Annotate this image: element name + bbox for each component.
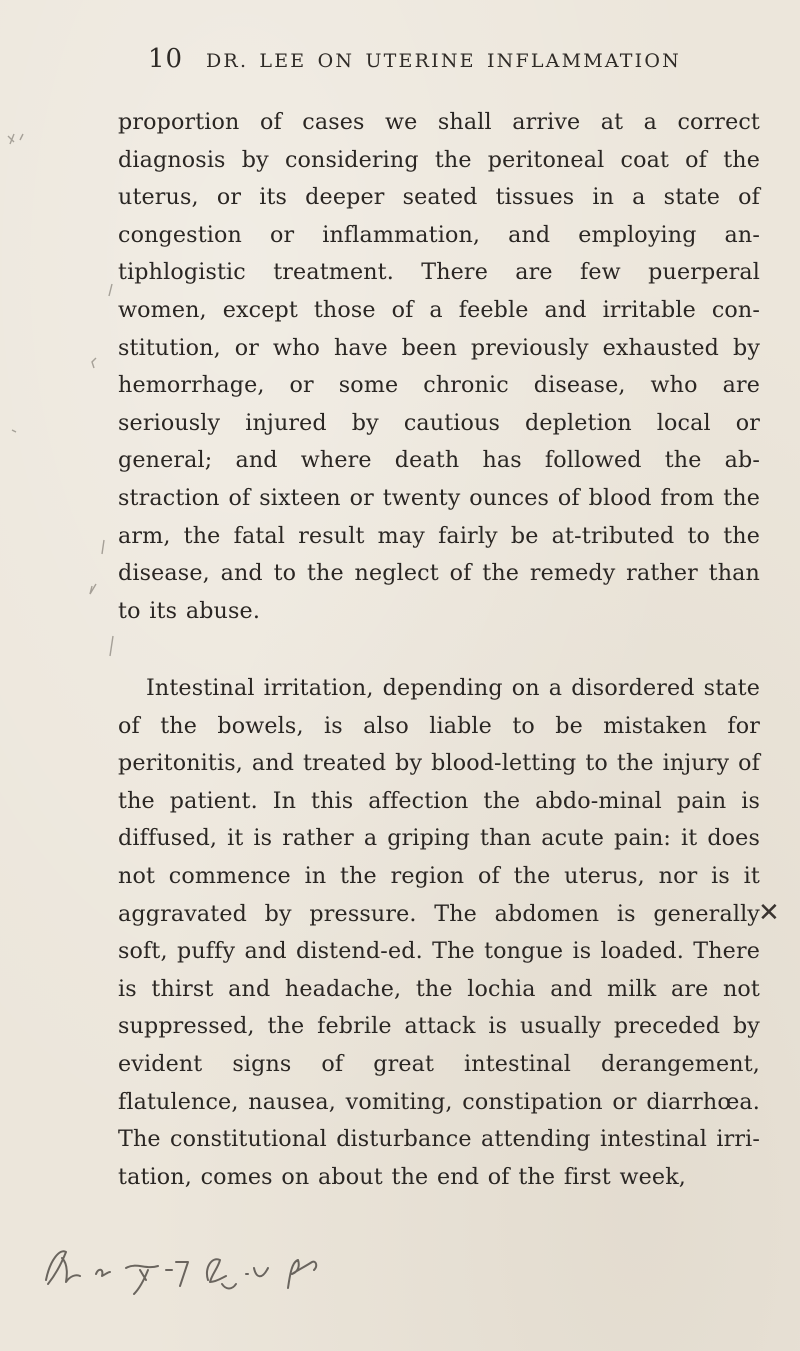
- running-title: DR. LEE ON UTERINE INFLAMMATION: [206, 50, 681, 72]
- paragraph-antiphlogistic-treatment: proportion of cases we shall arrive at a correct diagnosis by considering the peritoneal coat of the uterus, or its deeper seated tissues in a state of congestion or inflammation, and employing an-tiphlogistic treatment. There are few puerperal women, except those of a feeble and irritable con-stitution, or who have been previously exhausted by hemorrhage, or some chronic disease, who are seriously injured by cautious depletion local or general; and where death has followed the ab-straction of sixteen or twenty ounces of blood from the arm, the fatal result may fairly be at-tributed to the disease, and to the neglect of the remedy rather than to its abuse.: [118, 109, 760, 624]
- paragraph-intestinal-irritation: Intestinal irritation, depending on a disordered state of the bowels, is also liable to be mistaken for peritonitis, and treated by blood-letting to the injury of the patient. In this affection the abdo-minal pain is diffused, it is rather a griping than acute pain: it does not commence in the region of the uterus, nor is it aggravated by pressure. The abdomen is generally soft, puffy and distend-ed. The tongue is loaded. There is thirst and headache, the lochia and milk are not suppressed, the febrile attack is usually preceded by evident signs of great intestinal derangement, flatulence, nausea, vomiting, constipation or diarrhœa. The constitutional disturbance attending intestinal irri-tation, comes on about the end of the first week,: [118, 675, 760, 1190]
- margin-cross-mark: ✕: [758, 898, 780, 928]
- page-header: [148, 44, 708, 84]
- page-number: 10: [148, 44, 184, 74]
- left-margin-pencil-marks: [0, 100, 120, 660]
- handwritten-pencil-note: [36, 1240, 336, 1296]
